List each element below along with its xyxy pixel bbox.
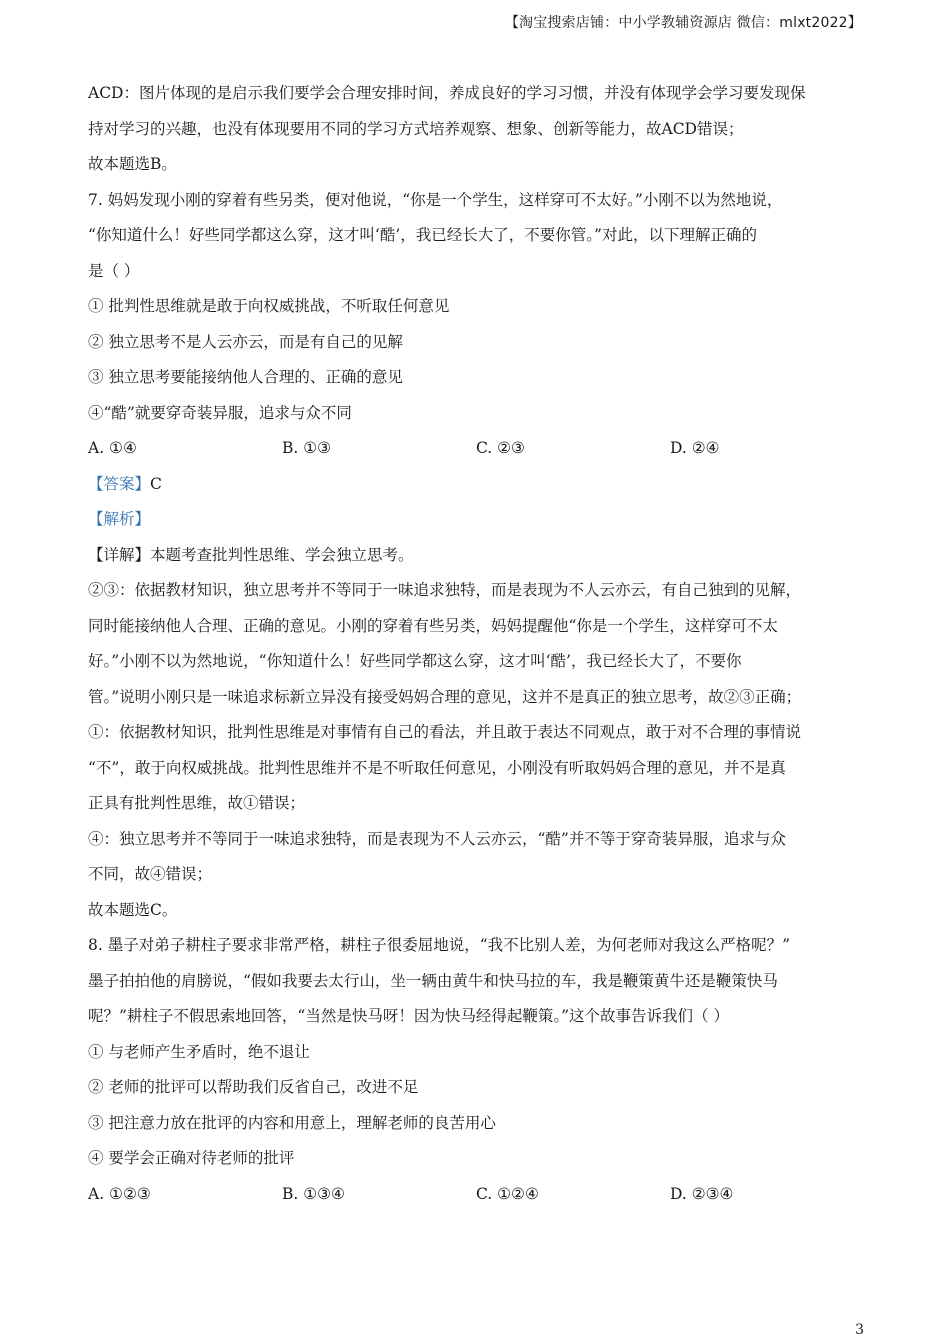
- prev-explanation-line: ACD：图片体现的是启示我们要学会合理安排时间，养成良好的学习习惯，并没有体现学会学习要发现保: [88, 84, 806, 102]
- q8-item: ① 与老师产生矛盾时，绝不退让: [88, 1042, 310, 1061]
- analysis-tag: 【解析】: [88, 510, 151, 528]
- q7-item: ③ 独立思考要能接纳他人合理的、正确的意见: [88, 368, 403, 386]
- q7-stem-line: 7. 妈妈发现小刚的穿着有些另类，便对他说，“你是一个学生，这样穿可不太好。”小刚不以为然地说，: [88, 190, 783, 209]
- q7-explanation-line: 好。”小刚不以为然地说，“你知道什么！好些同学都这么穿，这才叫‘酷’，我已经长大了，不要你: [88, 652, 742, 670]
- q7-explanation-line: ②③：依据教材知识，独立思考并不等同于一味追求独特，而是表现为不人云亦云，有自己独到的见解，: [88, 581, 802, 599]
- prev-explanation-line: 持对学习的兴趣，也没有体现要用不同的学习方式培养观察、想象、创新等能力，故ACD错误；: [88, 119, 744, 138]
- q7-explanation-line: 管。”说明小刚只是一味追求标新立异没有接受妈妈合理的意见，这并不是真正的独立思考，故②③正确；: [88, 687, 802, 706]
- page-number: 3: [855, 1322, 864, 1338]
- q8-item: ③ 把注意力放在批评的内容和用意上，理解老师的良苦用心: [88, 1113, 496, 1132]
- q8-options: [88, 1177, 864, 1213]
- q7-explanation-line: “不”，敢于向权威挑战。批判性思维并不是不听取任何意见，小刚没有听取妈妈合理的意见，并不是真: [88, 758, 786, 777]
- q7-answer: [88, 467, 864, 503]
- q8-option-d: D. ②③④: [670, 1184, 734, 1203]
- q8-option-a: A. ①②③: [88, 1184, 151, 1203]
- q8-stem-line: 呢？”耕柱子不假思索地回答，“当然是快马呀！因为快马经得起鞭策。”这个故事告诉我们（ ）: [88, 1007, 729, 1025]
- q8-stem-line: 墨子拍拍他的肩膀说，“假如我要去太行山，坐一辆由黄牛和快马拉的车，我是鞭策黄牛还是鞭策快马: [88, 971, 778, 990]
- q7-option-c: C. ②③: [476, 439, 525, 457]
- page-header: 【淘宝搜索店铺：中小学教辅资源店 微信：mlxt2022】: [504, 15, 862, 31]
- q7-explanation-line: 正具有批判性思维，故①错误；: [88, 794, 306, 812]
- q7-explanation-line: ④：独立思考并不等同于一味追求独特，而是表现为不人云亦云，“酷”并不等于穿奇装异服，追求与众: [88, 829, 786, 848]
- q7-option-b: B. ①③: [282, 439, 332, 457]
- q7-options: [88, 431, 864, 467]
- q7-item: ④“酷”就要穿奇装异服，追求与众不同: [88, 403, 352, 422]
- q7-option-a: A. ①④: [88, 439, 137, 457]
- q7-explanation-line: 同时能接纳他人合理、正确的意见。小刚的穿着有些另类，妈妈提醒他“你是一个学生，这样穿可不太: [88, 616, 778, 635]
- q8-item: ② 老师的批评可以帮助我们反省自己，改进不足: [88, 1078, 419, 1096]
- q8-stem-line: 8. 墨子对弟子耕柱子要求非常严格，耕柱子很委屈地说，“我不比别人差，为何老师对我这么严格呢？”: [88, 936, 791, 954]
- q8-option-b: B. ①③④: [282, 1184, 345, 1203]
- answer-value: C: [150, 474, 162, 493]
- q7-item: ② 独立思考不是人云亦云，而是有自己的见解: [88, 332, 403, 351]
- q7-item: ① 批判性思维就是敢于向权威挑战，不听取任何意见: [88, 297, 450, 315]
- q7-option-d: D. ②④: [670, 439, 720, 457]
- answer-tag: 【答案】: [88, 474, 151, 493]
- q7-explanation-line: ①：依据教材知识，批判性思维是对事情有自己的看法，并且敢于表达不同观点，敢于对不合理的事情说: [88, 723, 802, 741]
- q8-option-c: C. ①②④: [476, 1184, 539, 1203]
- q8-item: ④ 要学会正确对待老师的批评: [88, 1149, 295, 1167]
- document-body: [88, 76, 864, 1212]
- q7-stem-line: “你知道什么！好些同学都这么穿，这才叫‘酷’，我已经长大了，不要你管。”对此，以下理解正确的: [88, 226, 757, 244]
- q7-stem-line: 是（ ）: [88, 261, 140, 280]
- q7-final-answer: 故本题选C。: [88, 900, 178, 919]
- prev-final-answer: 故本题选B。: [88, 155, 177, 173]
- detail-line: 【详解】本题考查批判性思维、学会独立思考。: [88, 545, 414, 564]
- q7-explanation-line: 不同，故④错误；: [88, 865, 213, 883]
